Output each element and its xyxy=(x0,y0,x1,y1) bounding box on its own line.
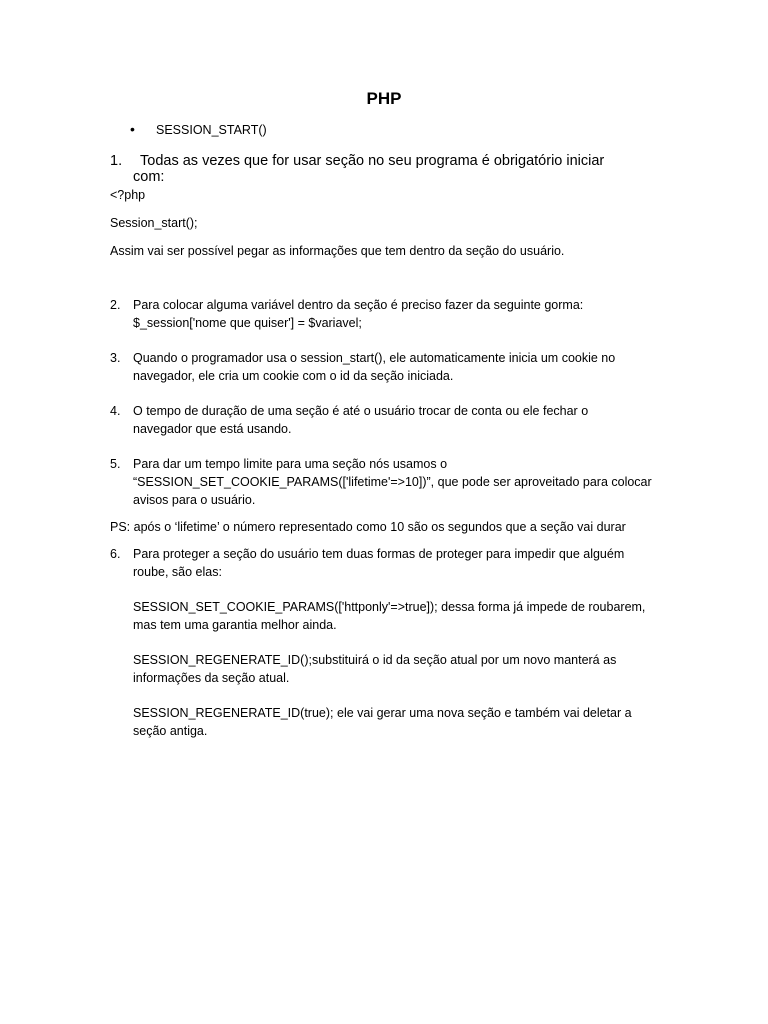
item-1-line-1: Todas as vezes que for usar seção no seu programa é obrigatório iniciar xyxy=(140,153,605,169)
item-4-number: 4. xyxy=(110,404,121,418)
item-6-number: 6. xyxy=(110,547,121,561)
item-4-line-1: O tempo de duração de uma seção é até o usuário trocar de conta ou ele fechar o xyxy=(133,404,589,418)
explanation-text: Assim vai ser possível pegar as informações que tem dentro da seção do usuário. xyxy=(110,244,565,258)
item-6-option-1-line-1: SESSION_SET_COOKIE_PARAMS(['httponly'=>true]); dessa forma já impede de roubarem, xyxy=(133,600,646,614)
item-6-option-2-line-1: SESSION_REGENERATE_ID();substituirá o id da seção atual por um novo manterá as xyxy=(133,653,617,667)
item-5-line-1: Para dar um tempo limite para uma seção nós usamos o xyxy=(133,457,448,471)
item-4-line-2: navegador que está usando. xyxy=(133,422,292,436)
item-6-option-1-line-2: mas tem uma garantia melhor ainda. xyxy=(133,618,337,632)
ps-note: PS: após o ‘lifetime’ o número representado como 10 são os segundos que a seção vai durar xyxy=(110,520,626,534)
code-open-tag: <?php xyxy=(110,188,146,202)
item-6-line-2: roube, são elas: xyxy=(133,565,222,579)
item-2-line-2: $_session['nome que quiser'] = $variavel; xyxy=(133,316,362,330)
item-3-line-1: Quando o programador usa o session_start(), ele automaticamente inicia um cookie no xyxy=(133,351,616,365)
page-title: PHP xyxy=(366,89,402,108)
item-3-number: 3. xyxy=(110,351,121,365)
item-5-line-3: avisos para o usuário. xyxy=(133,493,256,507)
code-session-start: Session_start(); xyxy=(110,216,198,230)
item-6-option-3-line-1: SESSION_REGENERATE_ID(true); ele vai gerar uma nova seção e também vai deletar a xyxy=(133,706,632,720)
bullet-text: SESSION_START() xyxy=(156,123,267,137)
item-2-number: 2. xyxy=(110,298,121,312)
item-2-line-1: Para colocar alguma variável dentro da seção é preciso fazer da seguinte gorma: xyxy=(133,298,584,312)
item-5-line-2: “SESSION_SET_COOKIE_PARAMS(['lifetime'=>10])”, que pode ser aproveitado para colocar xyxy=(133,475,652,489)
item-1-line-2: com: xyxy=(133,169,165,185)
bullet-marker: • xyxy=(130,121,135,137)
item-5-number: 5. xyxy=(110,457,121,471)
item-6-option-2-line-2: informações da seção atual. xyxy=(133,671,290,685)
item-3-line-2: navegador, ele cria um cookie com o id da seção iniciada. xyxy=(133,369,454,383)
item-6-option-3-line-2: seção antiga. xyxy=(133,724,208,738)
item-1-number: 1. xyxy=(110,153,123,169)
bullet-item xyxy=(130,121,267,138)
item-6-line-1: Para proteger a seção do usuário tem duas formas de proteger para impedir que alguém xyxy=(133,547,625,561)
